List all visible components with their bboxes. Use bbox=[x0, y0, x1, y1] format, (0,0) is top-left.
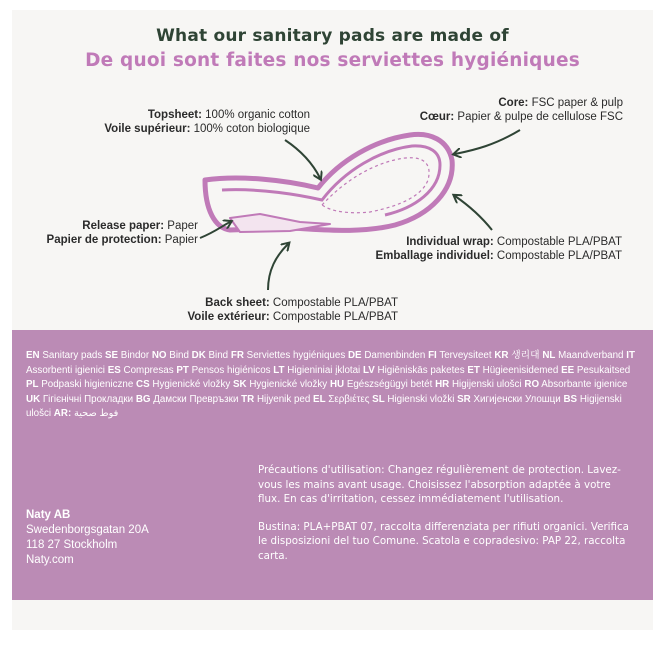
language-entry bbox=[26, 350, 102, 361]
language-entry bbox=[26, 394, 133, 405]
language-entry bbox=[108, 365, 174, 376]
language-entry bbox=[136, 394, 239, 405]
language-entry bbox=[105, 350, 149, 361]
language-entry bbox=[467, 365, 558, 376]
title-english: What our sanitary pads are made of bbox=[156, 26, 509, 46]
language-text: Hygienické vložky bbox=[149, 379, 231, 391]
language-code: RO bbox=[524, 379, 540, 391]
language-text: Damenbinden bbox=[361, 350, 426, 361]
language-text: Higieniniai įklotai bbox=[284, 364, 361, 376]
language-text: Podpaski higieniczne bbox=[38, 379, 134, 391]
arrow-back bbox=[268, 244, 288, 290]
language-text: Terveysiteet bbox=[436, 350, 492, 361]
language-text: Bind bbox=[166, 350, 189, 361]
language-entry bbox=[54, 408, 119, 419]
language-text: Σερβιέτες bbox=[325, 393, 370, 405]
language-code: LT bbox=[273, 364, 285, 376]
language-code: EN bbox=[26, 350, 40, 361]
language-code: PL bbox=[26, 379, 39, 391]
language-text: فوط صحية bbox=[71, 408, 119, 420]
language-entry bbox=[241, 394, 310, 405]
language-text: Hügieenisidemed bbox=[479, 364, 559, 376]
language-code: BG bbox=[135, 393, 151, 405]
language-entry bbox=[313, 394, 369, 405]
arrow-core bbox=[455, 130, 520, 154]
language-code: LV bbox=[362, 364, 375, 376]
language-text: Higienski vložki bbox=[384, 393, 455, 405]
label-release-paper: Release paper: Paper Papier de protection: Papier bbox=[46, 220, 198, 246]
language-text: Assorbenti igienici bbox=[26, 364, 105, 376]
language-entry bbox=[428, 350, 492, 361]
language-code: FR bbox=[230, 350, 244, 361]
usage-notices bbox=[258, 463, 630, 576]
language-entry bbox=[494, 350, 539, 361]
language-text: Bind bbox=[205, 350, 229, 361]
language-text: Serviettes hygiéniques bbox=[243, 350, 346, 361]
language-text: Absorbante igienice bbox=[539, 379, 628, 391]
language-code: NO bbox=[151, 350, 167, 361]
language-entry bbox=[136, 379, 230, 390]
language-text: Хигијенски Улошци bbox=[470, 393, 561, 405]
label-topsheet: Topsheet: 100% organic cotton Voile supérieur: 100% coton biologique bbox=[104, 109, 310, 135]
language-code: EE bbox=[561, 364, 575, 376]
language-entry bbox=[457, 394, 561, 405]
language-entry bbox=[524, 379, 627, 390]
company-street: Swedenborgsgatan 20A bbox=[26, 524, 149, 536]
language-code: EL bbox=[313, 393, 326, 405]
language-text: Compresas bbox=[120, 364, 174, 376]
language-text: 생리대 bbox=[508, 350, 540, 361]
notice-french: Précautions d'utilisation: Changez régulièrement de protection. Lavez-vous les mains avant usage. Choisissez l'absorption adaptée à votre flux. En cas d'irritation, cessez immédiatement l'utilisation. bbox=[258, 464, 621, 505]
language-entry bbox=[561, 365, 630, 376]
language-entry bbox=[26, 379, 133, 390]
language-code: KR bbox=[494, 350, 509, 361]
language-text: Bindor bbox=[118, 350, 150, 361]
language-code: TR bbox=[241, 393, 255, 405]
language-text: Higijenski ulošci bbox=[26, 393, 622, 420]
language-text: Hygienické vložky bbox=[246, 379, 328, 391]
language-text: Гігієнічні Прокладки bbox=[40, 393, 134, 405]
language-entry bbox=[330, 379, 432, 390]
language-code: CS bbox=[136, 379, 150, 391]
language-code: ET bbox=[467, 364, 480, 376]
company-city: 118 27 Stockholm bbox=[26, 539, 118, 551]
language-text: Higijenski ulošci bbox=[449, 379, 522, 391]
language-text: Higiēniskās paketes bbox=[374, 364, 465, 376]
language-text: Egészségügyi betét bbox=[344, 379, 433, 391]
language-text: Pensos higiénicos bbox=[188, 364, 271, 376]
language-code: AR: bbox=[53, 408, 72, 420]
language-code: DE bbox=[347, 350, 362, 361]
language-entry bbox=[231, 350, 345, 361]
company-website: Naty.com bbox=[26, 554, 74, 566]
language-translations bbox=[26, 349, 642, 422]
language-code: SK bbox=[232, 379, 247, 391]
language-code: NL bbox=[542, 350, 556, 361]
language-code: DK bbox=[191, 350, 206, 361]
language-entry bbox=[348, 350, 425, 361]
language-code: IT bbox=[626, 350, 635, 361]
label-core: Core: FSC paper & pulp Cœur: Papier & pulpe de cellulose FSC bbox=[419, 97, 623, 123]
title-french: De quoi sont faites nos serviettes hygiéniques bbox=[85, 50, 580, 71]
language-entry bbox=[152, 350, 189, 361]
language-text: Sanitary pads bbox=[39, 350, 103, 361]
language-text: Дамски Превръзки bbox=[150, 393, 239, 405]
language-text: Pesukaitsed bbox=[574, 364, 631, 376]
language-code: UK bbox=[26, 393, 41, 405]
language-entry bbox=[192, 350, 229, 361]
label-individual-wrap: Individual wrap: Compostable PLA/PBAT Emballage individuel: Compostable PLA/PBAT bbox=[375, 236, 622, 262]
language-code: BS bbox=[563, 393, 578, 405]
company-name: Naty AB bbox=[26, 509, 71, 521]
language-entry bbox=[176, 365, 270, 376]
language-code: FI bbox=[428, 350, 437, 361]
language-code: ES bbox=[107, 364, 121, 376]
language-entry bbox=[435, 379, 522, 390]
language-code: SL bbox=[372, 393, 385, 405]
arrow-wrap bbox=[455, 196, 492, 230]
label-back-sheet: Back sheet: Compostable PLA/PBAT Voile extérieur: Compostable PLA/PBAT bbox=[187, 297, 398, 323]
language-entry bbox=[363, 365, 465, 376]
language-entry bbox=[273, 365, 360, 376]
language-code: SE bbox=[105, 350, 119, 361]
language-code: PT bbox=[176, 364, 189, 376]
notice-italian: Bustina: PLA+PBAT 07, raccolta differenziata per rifiuti organici. Verifica le disposizioni del tuo Comune. Scatola e copradesivo: PAP 22, raccolta carta. bbox=[258, 520, 629, 562]
language-code: HR bbox=[435, 379, 450, 391]
company-address bbox=[26, 508, 149, 568]
language-entry bbox=[372, 394, 454, 405]
language-code: HU bbox=[329, 379, 345, 391]
language-entry bbox=[233, 379, 327, 390]
language-text: Hijyenik ped bbox=[254, 393, 311, 405]
arrow-topsheet bbox=[285, 140, 320, 178]
language-text: Maandverband bbox=[555, 350, 624, 361]
language-entry bbox=[542, 350, 623, 361]
language-code: SR bbox=[457, 393, 471, 405]
